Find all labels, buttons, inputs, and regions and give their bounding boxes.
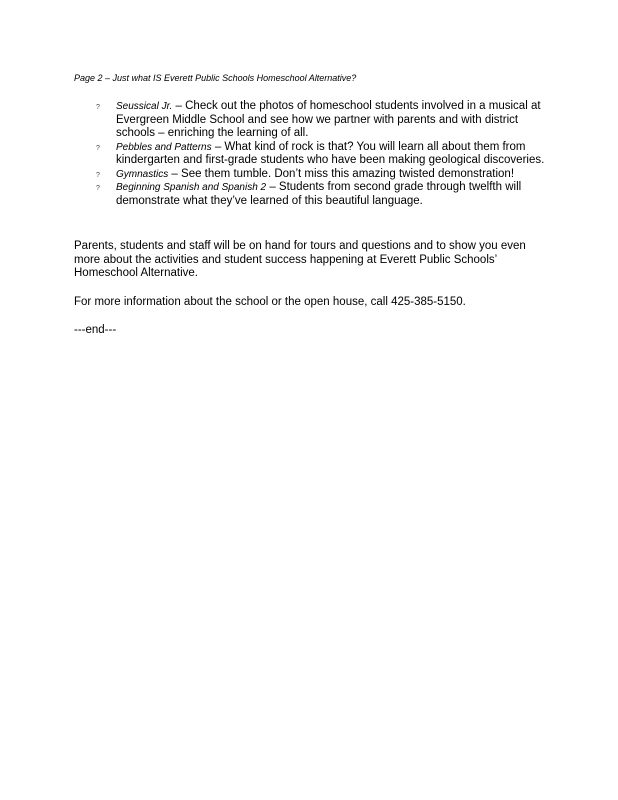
list-item xyxy=(96,141,556,168)
page-header: Page 2 – Just what IS Everett Public Schools Homeschool Alternative? xyxy=(74,73,357,83)
bullet-icon: ? xyxy=(96,144,100,152)
contact-paragraph: For more information about the school or the open house, call 425-385-5150. xyxy=(74,296,466,308)
list-item xyxy=(96,181,556,208)
bullet-icon: ? xyxy=(96,185,100,192)
item-title: Pebbles and Patterns xyxy=(116,141,212,153)
bullet-icon: ? xyxy=(96,171,100,179)
item-title: Seussical Jr. xyxy=(116,101,173,112)
end-marker: ---end--- xyxy=(74,324,117,336)
activity-list xyxy=(96,100,556,208)
bullet-icon: ? xyxy=(96,104,100,111)
list-item xyxy=(96,168,556,182)
item-text: – See them tumble. Don’t miss this amazing twisted demonstration! xyxy=(168,167,515,180)
item-title: Beginning Spanish and Spanish 2 xyxy=(116,182,267,193)
item-text: – What kind of rock is that? You will learn all about them from kindergarten and first-grade students who have been making geological discoveries. xyxy=(116,140,545,166)
tours-paragraph: Parents, students and staff will be on hand for tours and questions and to show you even more about the activities and student success happening at Everett Public Schools’ Homeschool Alternative. xyxy=(74,240,526,279)
item-text: – Students from second grade through twelfth will demonstrate what they’ve learned of this beautiful language. xyxy=(116,181,522,207)
list-item xyxy=(96,100,556,141)
item-text: – Check out the photos of homeschool students involved in a musical at Evergreen Middle School and see how we partner with parents and with district schools – enriching the learning of all. xyxy=(116,100,541,139)
item-title: Gymnastics xyxy=(116,168,169,180)
